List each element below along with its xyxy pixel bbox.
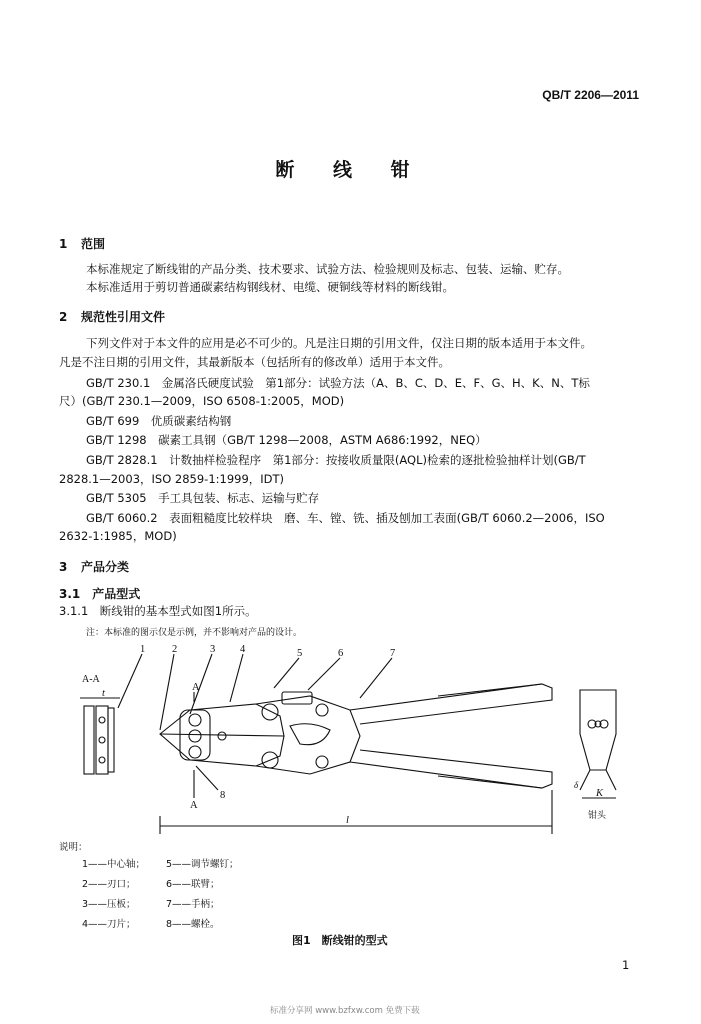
ref-item: GB/T 6060.2 表面粗糙度比较样块 磨、车、镗、铣、插及刨加工表面(GB/T 6060.2—2006，ISO	[86, 511, 605, 525]
legend-item: 1——中心轴；	[82, 859, 146, 870]
legend-item: 3——压板；	[82, 899, 136, 910]
legend-item: 6——联臂；	[166, 879, 220, 890]
figure-note: 注：本标准的图示仅是示例，并不影响对产品的设计。	[86, 628, 303, 638]
dim-k-label: K	[596, 788, 604, 799]
callout-5: 5	[297, 648, 303, 659]
page-number: 1	[622, 958, 630, 972]
bolt-cutter-figure	[60, 640, 620, 844]
bolt-cutter-drawing	[60, 640, 620, 840]
section-title: 规范性引用文件	[81, 310, 166, 324]
section-number: 2	[59, 310, 68, 324]
ref-item-cont: 2632-1:1985，MOD)	[59, 529, 177, 543]
callout-2: 2	[172, 644, 178, 655]
section-2-heading	[59, 308, 165, 325]
section-number: 1	[59, 237, 68, 251]
legend-title: 说明：	[59, 842, 88, 853]
refs-intro-2: 凡是不注日期的引用文件，其最新版本（包括所有的修改单）适用于本文件。	[59, 355, 450, 369]
ref-item: GB/T 5305 手工具包装、标志、运输与贮存	[86, 491, 320, 505]
ref-item: GB/T 1298 碳素工具钢（GB/T 1298—2008，ASTM A686:1992，NEQ）	[86, 433, 487, 447]
legend-item: 2——刃口；	[82, 879, 136, 890]
section-3-heading	[59, 558, 129, 575]
dim-l-label: l	[346, 815, 349, 826]
section-number: 3	[59, 560, 68, 574]
view-a-bottom: A	[190, 800, 198, 811]
callout-4: 4	[240, 644, 246, 655]
subsection-3-1: 3.1 产品型式	[59, 587, 141, 601]
callout-7: 7	[390, 648, 396, 659]
subsection-3-1-1: 3.1.1 断线钳的基本型式如图1所示。	[59, 604, 257, 618]
legend-item: 5——调节螺钉；	[166, 859, 239, 870]
ref-item-cont: 尺）(GB/T 230.1—2009，ISO 6508-1:2005，MOD)	[59, 394, 345, 408]
dim-t-label: t	[102, 688, 105, 699]
view-a-top: A	[192, 682, 200, 693]
ref-item-cont: 2828.1—2003，ISO 2859-1:1999，IDT)	[59, 472, 285, 486]
ref-item: GB/T 699 优质碳素结构钢	[86, 414, 232, 428]
callout-8: 8	[220, 790, 226, 801]
standard-number: QB/T 2206—2011	[542, 88, 639, 102]
jaw-label: 钳头	[588, 810, 607, 820]
scope-para-1: 本标准规定了断线钳的产品分类、技术要求、试验方法、检验规则及标志、包装、运输、贮存。	[86, 262, 569, 276]
section-label: A-A	[82, 674, 100, 685]
figure-caption: 图1 断线钳的型式	[292, 934, 388, 947]
dim-delta-label: δ	[574, 780, 579, 790]
legend-item: 7——手柄；	[166, 899, 220, 910]
callout-3: 3	[210, 644, 216, 655]
legend-item: 4——刀片；	[82, 919, 136, 930]
watermark: 标准分享网 www.bzfxw.com 免费下载	[270, 1006, 420, 1016]
callout-6: 6	[338, 648, 344, 659]
callout-1: 1	[140, 644, 146, 655]
ref-item: GB/T 230.1 金属洛氏硬度试验 第1部分：试验方法（A、B、C、D、E、F、G、H、K、N、T标	[86, 376, 590, 390]
section-1-heading	[59, 235, 105, 252]
refs-intro-1: 下列文件对于本文件的应用是必不可少的。凡是注日期的引用文件，仅注日期的版本适用于本文件。	[86, 336, 592, 350]
legend-item: 8——螺栓。	[166, 919, 220, 930]
section-title: 范围	[81, 237, 106, 251]
ref-item: GB/T 2828.1 计数抽样检验程序 第1部分：按接收质量限(AQL)检索的逐批检验抽样计划(GB/T	[86, 453, 586, 467]
document-title: 断 线 钳	[275, 159, 426, 181]
scope-para-2: 本标准适用于剪切普通碳素结构钢线材、电缆、硬铜线等材料的断线钳。	[86, 280, 454, 294]
section-title: 产品分类	[81, 560, 130, 574]
